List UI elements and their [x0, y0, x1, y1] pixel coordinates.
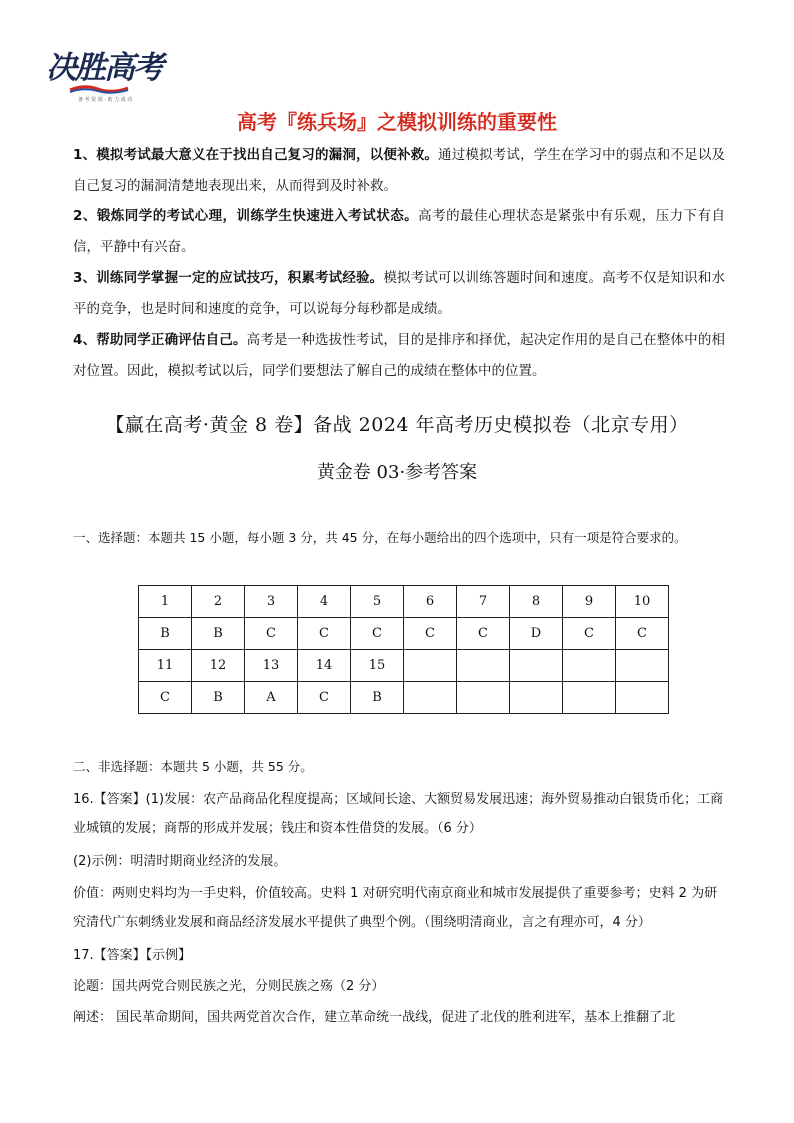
point-4 [73, 325, 725, 387]
point-2-text: 高考的最佳心理状态是紧张中有乐观，压力下有自信，平静中有兴奋。 [73, 208, 725, 255]
table-cell: C [404, 618, 457, 650]
section-2-heading: 二、非选择题：本题共 5 小题，共 55 分。 [73, 759, 313, 774]
table-cell [404, 650, 457, 682]
point-3 [73, 263, 725, 325]
q17-thesis: 论题：国共两党合则民族之光，分则民族之殇（2 分） [73, 979, 385, 994]
table-cell [457, 682, 510, 714]
point-4-text: 高考是一种选拔性考试，目的是排序和择优，起决定作用的是自己在整体中的相对位置。因此，模拟考试以后，同学们要想法了解自己的成绩在整体中的位置。 [73, 332, 725, 379]
exam-subtitle: 黄金卷 03·参考答案 [316, 462, 478, 483]
table-cell: C [139, 682, 192, 714]
table-cell: 2 [192, 586, 245, 618]
table-cell: B [351, 682, 404, 714]
table-cell: C [351, 618, 404, 650]
table-cell: 5 [351, 586, 404, 618]
table-row [139, 618, 669, 650]
section-1-heading: 一、选择题：本题共 15 小题，每小题 3 分，共 45 分，在每小题给出的四个选项中，只有一项是符合要求的。 [73, 530, 687, 545]
table-row [139, 650, 669, 682]
table-cell: 7 [457, 586, 510, 618]
flag-icon [68, 84, 130, 94]
table-cell [404, 682, 457, 714]
answer-table [138, 585, 669, 714]
table-cell: 11 [139, 650, 192, 682]
exam-title: 【赢在高考·黄金 8 卷】备战 2024 年高考历史模拟卷（北京专用） [105, 414, 689, 436]
logo [46, 40, 161, 106]
table-cell: B [192, 618, 245, 650]
table-cell [563, 650, 616, 682]
table-cell: C [563, 618, 616, 650]
table-row [139, 586, 669, 618]
table-cell [616, 682, 669, 714]
point-1-text: 通过模拟考试，学生在学习中的弱点和不足以及自己复习的漏洞清楚地表现出来，从而得到及时补救。 [73, 147, 725, 194]
table-cell: 1 [139, 586, 192, 618]
logo-subtext: 备 考 资 源 · 助 力 成 功 [78, 97, 133, 103]
logo-text: 决胜高考 [46, 50, 162, 86]
table-cell: B [139, 618, 192, 650]
table-cell [510, 650, 563, 682]
table-cell: C [298, 618, 351, 650]
point-2-bold: 2、锻炼同学的考试心理，训练学生快速进入考试状态。 [73, 208, 419, 224]
table-cell: 3 [245, 586, 298, 618]
table-row [139, 682, 669, 714]
table-cell: 15 [351, 650, 404, 682]
table-cell: 9 [563, 586, 616, 618]
table-cell [457, 650, 510, 682]
q16-part2: (2)示例：明清时期商业经济的发展。 [73, 854, 287, 869]
q17-elaboration: 阐述： 国民革命期间，国共两党首次合作，建立革命统一战线，促进了北伐的胜利进军，基本上推翻了北 [73, 1010, 676, 1025]
table-cell: 4 [298, 586, 351, 618]
table-cell: B [192, 682, 245, 714]
point-3-text: 模拟考试可以训练答题时间和速度。高考不仅是知识和水平的竞争，也是时间和速度的竞争，可以说每分每秒都是成绩。 [73, 270, 725, 317]
table-cell: C [457, 618, 510, 650]
table-cell: 12 [192, 650, 245, 682]
table-cell [510, 682, 563, 714]
q16-part1: 16.【答案】(1)发展：农产品商品化程度提高；区域间长途、大额贸易发展迅速；海外贸易推动白银货币化；工商业城镇的发展；商帮的形成并发展；钱庄和资本性借贷的发展。（6 分） [73, 792, 724, 836]
point-1-bold: 1、模拟考试最大意义在于找出自己复习的漏洞，以便补救。 [73, 147, 439, 163]
point-4-bold: 4、帮助同学正确评估自己。 [73, 332, 247, 348]
table-cell: 13 [245, 650, 298, 682]
point-2 [73, 201, 725, 263]
q17-heading: 17.【答案】【示例】 [73, 948, 192, 963]
table-cell: D [510, 618, 563, 650]
table-cell: C [245, 618, 298, 650]
table-cell [616, 650, 669, 682]
point-1 [73, 140, 725, 202]
table-cell: A [245, 682, 298, 714]
table-cell: 8 [510, 586, 563, 618]
table-cell: 6 [404, 586, 457, 618]
table-cell [563, 682, 616, 714]
point-3-bold: 3、训练同学掌握一定的应试技巧，积累考试经验。 [73, 270, 384, 286]
q16-value: 价值：两则史料均为一手史料，价值较高。史料 1 对研究明代南京商业和城市发展提供了重要参考；史料 2 为研究清代广东刺绣业发展和商品经济发展水平提供了典型个例。（围绕明清商业，言之有理亦可，4 分） [73, 886, 718, 930]
table-cell: 14 [298, 650, 351, 682]
headline: 高考『练兵场』之模拟训练的重要性 [237, 110, 557, 134]
table-cell: C [616, 618, 669, 650]
table-cell: C [298, 682, 351, 714]
table-cell: 10 [616, 586, 669, 618]
